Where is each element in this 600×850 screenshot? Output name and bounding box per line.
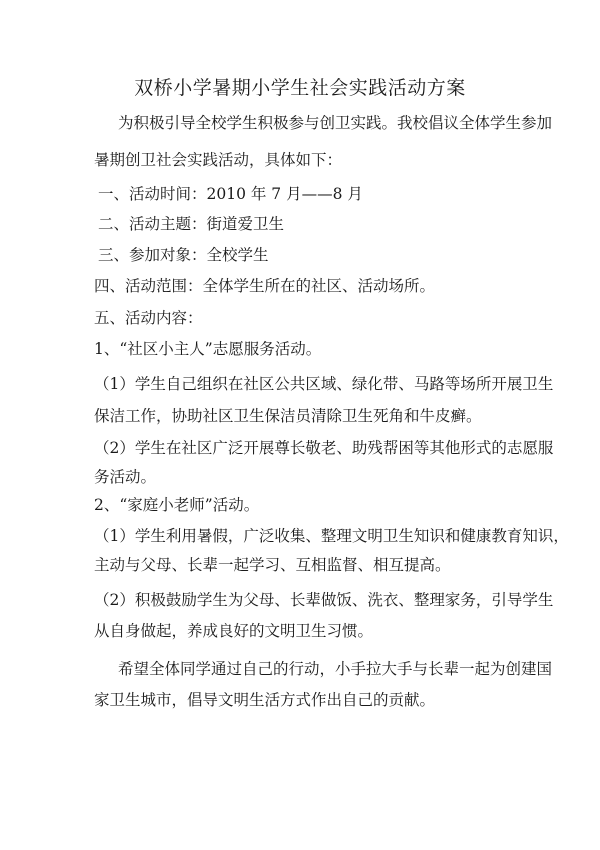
item-2-1-line-2: 主动与父母、长辈一起学习、互相监督、相互提高。 [94, 556, 451, 574]
item-2-2-line-1: （2）积极鼓励学生为父母、长辈做饭、洗衣、整理家务，引导学生 [94, 591, 554, 609]
paragraph-intro-line-2: 暑期创卫社会实践活动，具体如下： [94, 151, 343, 169]
closing-line-2: 家卫生城市，倡导文明生活方式作出自己的贡献。 [94, 691, 436, 709]
closing-line-1: 希望全体同学通过自己的行动，小手拉大手与长辈一起为创建国 [118, 660, 553, 678]
item-family-teacher: 2、“家庭小老师”活动。 [94, 496, 260, 514]
section-activity-scope: 四、活动范围：全体学生所在的社区、活动场所。 [94, 277, 436, 295]
item-1-2-line-1: （2）学生在社区广泛开展尊长敬老、助残帮困等其他形式的志愿服 [94, 439, 554, 457]
section-activity-content: 五、活动内容： [94, 309, 203, 327]
item-2-2-line-2: 从自身做起，养成良好的文明卫生习惯。 [94, 622, 374, 640]
section-activity-time: 一、活动时间：2010 年 7 月——8 月 [98, 185, 363, 203]
item-1-2-line-2: 务活动。 [94, 468, 157, 486]
item-1-1-line-2: 保洁工作，协助社区卫生保洁员清除卫生死角和牛皮癣。 [94, 407, 482, 425]
paragraph-intro-line-1: 为积极引导全校学生积极参与创卫实践。我校倡议全体学生参加 [118, 114, 553, 132]
item-community-volunteer: 1、“社区小主人”志愿服务活动。 [94, 340, 322, 358]
section-participants: 三、参加对象：全校学生 [98, 246, 269, 264]
document-title: 双桥小学暑期小学生社会实践活动方案 [134, 77, 466, 99]
section-activity-theme: 二、活动主题：街道爱卫生 [98, 215, 285, 233]
item-1-1-line-1: （1）学生自己组织在社区公共区域、绿化带、马路等场所开展卫生 [94, 375, 554, 393]
item-2-1-line-1: （1）学生利用暑假，广泛收集、整理文明卫生知识和健康教育知识， [94, 527, 569, 545]
